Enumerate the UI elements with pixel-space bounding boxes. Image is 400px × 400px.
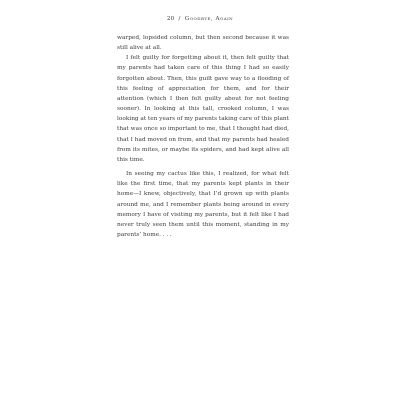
paragraph: I felt guilty for forgetting about it, then felt guilty that my parents had taken care of this thing I had so easily forgotten about. Then, this guilt gave way to a flooding of this feeling of appreciation for them, and for their attention (which I then felt guilty about for not feeling sooner). In looking at this tall, crooked column, I was looking at ten years of my parents taking care of this plant that was once so important to me, that I thought had died, that I had moved on from, and that my parents had healed from its mites, or maybe its spiders, and had kept alive all this time. [117,55,289,163]
running-head [0,16,400,22]
running-head-title: Goodbye, Again [184,16,234,22]
page-number: 20 [166,16,175,22]
running-head-separator: / [178,16,181,22]
paragraph-continuation: warped, lopsided column, but then second because it was still alive at all. [117,35,289,52]
body-text [117,33,289,240]
paragraph: In seeing my cactus like this, I realized, for what felt like the first time, that my parents kept plants in their home—I knew, objectively, that I’d grown up with plants around me, and I remember plants being around in every memory I have of visiting my parents, but it felt like I had never truly seen them until this moment, standing in my parents’ home. . . . [117,171,289,238]
